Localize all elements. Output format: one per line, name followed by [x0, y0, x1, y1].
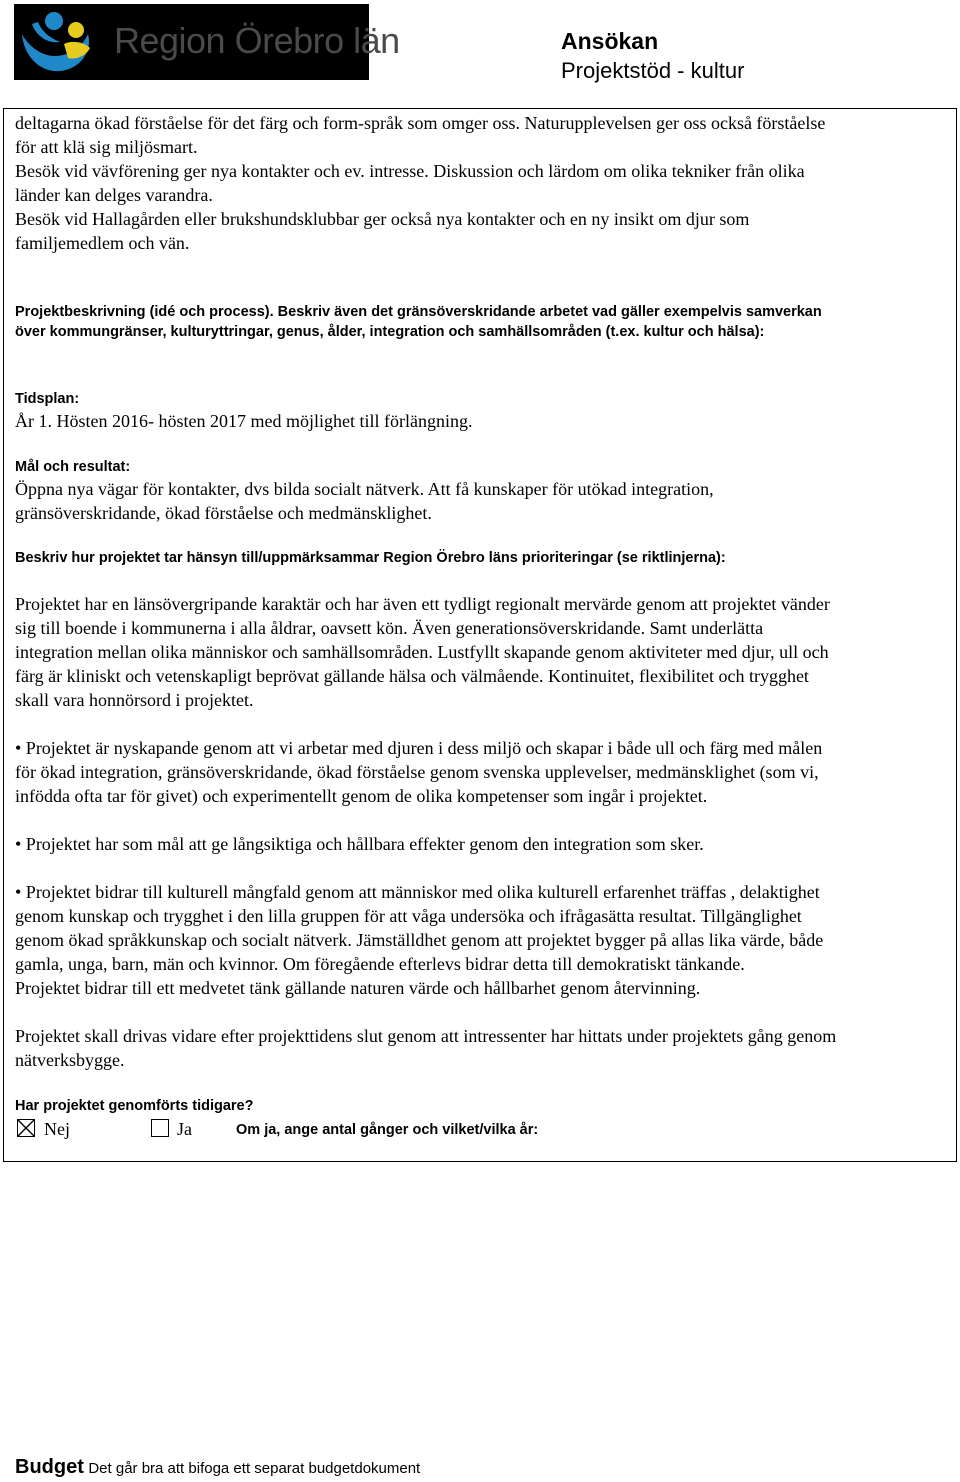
bullet-line: infödda ofta tar för givet) och experimentellt genom de olika kompetenser som ingår i projektet. — [15, 786, 708, 806]
intro-line: för att klä sig miljösmart. — [15, 137, 198, 157]
ja-checkbox[interactable] — [151, 1119, 169, 1137]
page-title: Ansökan — [561, 28, 659, 54]
tidigare-label: Har projektet genomförts tidigare? — [15, 1098, 254, 1114]
intro-line: familjemedlem och vän. — [15, 233, 190, 253]
tidsplan-value: År 1. Hösten 2016- hösten 2017 med möjlighet till förlängning. — [15, 411, 473, 431]
page-subtitle: Projektstöd - kultur — [561, 58, 745, 83]
nej-option-label: Nej — [44, 1119, 70, 1139]
checked-x-icon — [18, 1120, 34, 1136]
logo-text: Region Örebro län — [114, 20, 400, 61]
mal-line: Öppna nya vägar för kontakter, dvs bilda socialt nätverk. Att få kunskaper för utökad integration, — [15, 479, 714, 499]
intro-line: Besök vid vävförening ger nya kontakter och ev. intresse. Diskussion och lärdom om olika tekniker från olika — [15, 161, 805, 181]
bullet-line: • Projektet är nyskapande genom att vi arbetar med djuren i dess miljö och skapar i både ull och färg med målen — [15, 738, 823, 758]
prioriteringar-line: färg är kliniskt och vetenskapligt beprövat gällande hälsa och välmående. Kontinuitet, flexibilitet och trygghet — [15, 666, 809, 686]
budget-label: Budget — [15, 1456, 84, 1478]
bullet-line: genom kunskap och trygghet i den lilla gruppen för att våga undersöka och ifrågasätta resultat. Tillgänglighet — [15, 906, 802, 926]
prioriteringar-line: Projektet har en länsövergripande karaktär och har även ett tydligt regionalt mervärde genom att projektet vänder — [15, 594, 830, 614]
prioriteringar-line: sig till boende i kommunerna i alla åldrar, oavsett kön. Även generationsöverskridande. Samt underlätta — [15, 618, 764, 638]
projektbeskrivning-label: över kommungränser, kulturyttringar, genus, ålder, integration och samhällsområden (t.ex. kultur och hälsa): — [15, 324, 765, 340]
bullet-line: • Projektet bidrar till kulturell mångfald genom att människor med olika kulturell erfarenhet träffas , delaktighet — [15, 882, 820, 902]
projektbeskrivning-label: Projektbeskrivning (idé och process). Beskriv även det gränsöverskridande arbetet vad gäller exempelvis samverkan — [15, 304, 822, 320]
tidsplan-label: Tidsplan: — [15, 391, 80, 407]
bullet-line: genom ökad språkkunskap och socialt nätverk. Jämställdhet genom att projektet bygger på allas lika värde, både — [15, 930, 824, 950]
bullet-line: Projektet bidrar till ett medvetet tänk gällande naturen värde och hållbarhet genom återvinning. — [15, 978, 701, 998]
bullet-line: för ökad integration, gränsöverskridande, ökad förståelse genom svenska upplevelser, medmänsklighet (som vi, — [15, 762, 819, 782]
intro-line: deltagarna ökad förståelse för det färg och form-språk som omger oss. Naturupplevelsen ger oss också förståelse — [15, 113, 826, 133]
prioriteringar-line: integration mellan olika människor och samhällsområden. Lustfyllt skapande genom aktiviteter med djur, ull och — [15, 642, 829, 662]
prioriteringar-line: nätverksbygge. — [15, 1050, 125, 1070]
prioriteringar-label: Beskriv hur projektet tar hänsyn till/uppmärksammar Region Örebro läns prioriteringar (se riktlinjerna): — [15, 550, 726, 566]
bullet-line: • Projektet har som mål att ge långsiktiga och hållbara effekter genom den integration som sker. — [15, 834, 704, 854]
follow-up-label: Om ja, ange antal gånger och vilket/vilka år: — [236, 1122, 539, 1138]
prioriteringar-line: Projektet skall drivas vidare efter projekttidens slut genom att intressenter har hittats under projektets gång genom — [15, 1026, 837, 1046]
mal-label: Mål och resultat: — [15, 459, 131, 475]
intro-line: Besök vid Hallagården eller brukshundsklubbar ger också nya kontakter och en ny insikt om djur som — [15, 209, 750, 229]
mal-line: gränsöverskridande, ökad förståelse och medmänsklighet. — [15, 503, 432, 523]
prioriteringar-line: skall vara honnörsord i projektet. — [15, 690, 254, 710]
budget-section — [15, 1456, 420, 1479]
logo-figures-icon — [14, 4, 114, 80]
region-orebro-logo — [14, 4, 400, 80]
budget-note: Det går bra att bifoga ett separat budgetdokument — [88, 1460, 421, 1477]
ja-option-label: Ja — [177, 1119, 192, 1139]
intro-line: länder kan delges varandra. — [15, 185, 213, 205]
bullet-line: gamla, unga, barn, män och kvinnor. Om föregående efterlevs bidrar detta till demokratiskt tänkande. — [15, 954, 745, 974]
nej-checkbox[interactable] — [17, 1119, 35, 1137]
